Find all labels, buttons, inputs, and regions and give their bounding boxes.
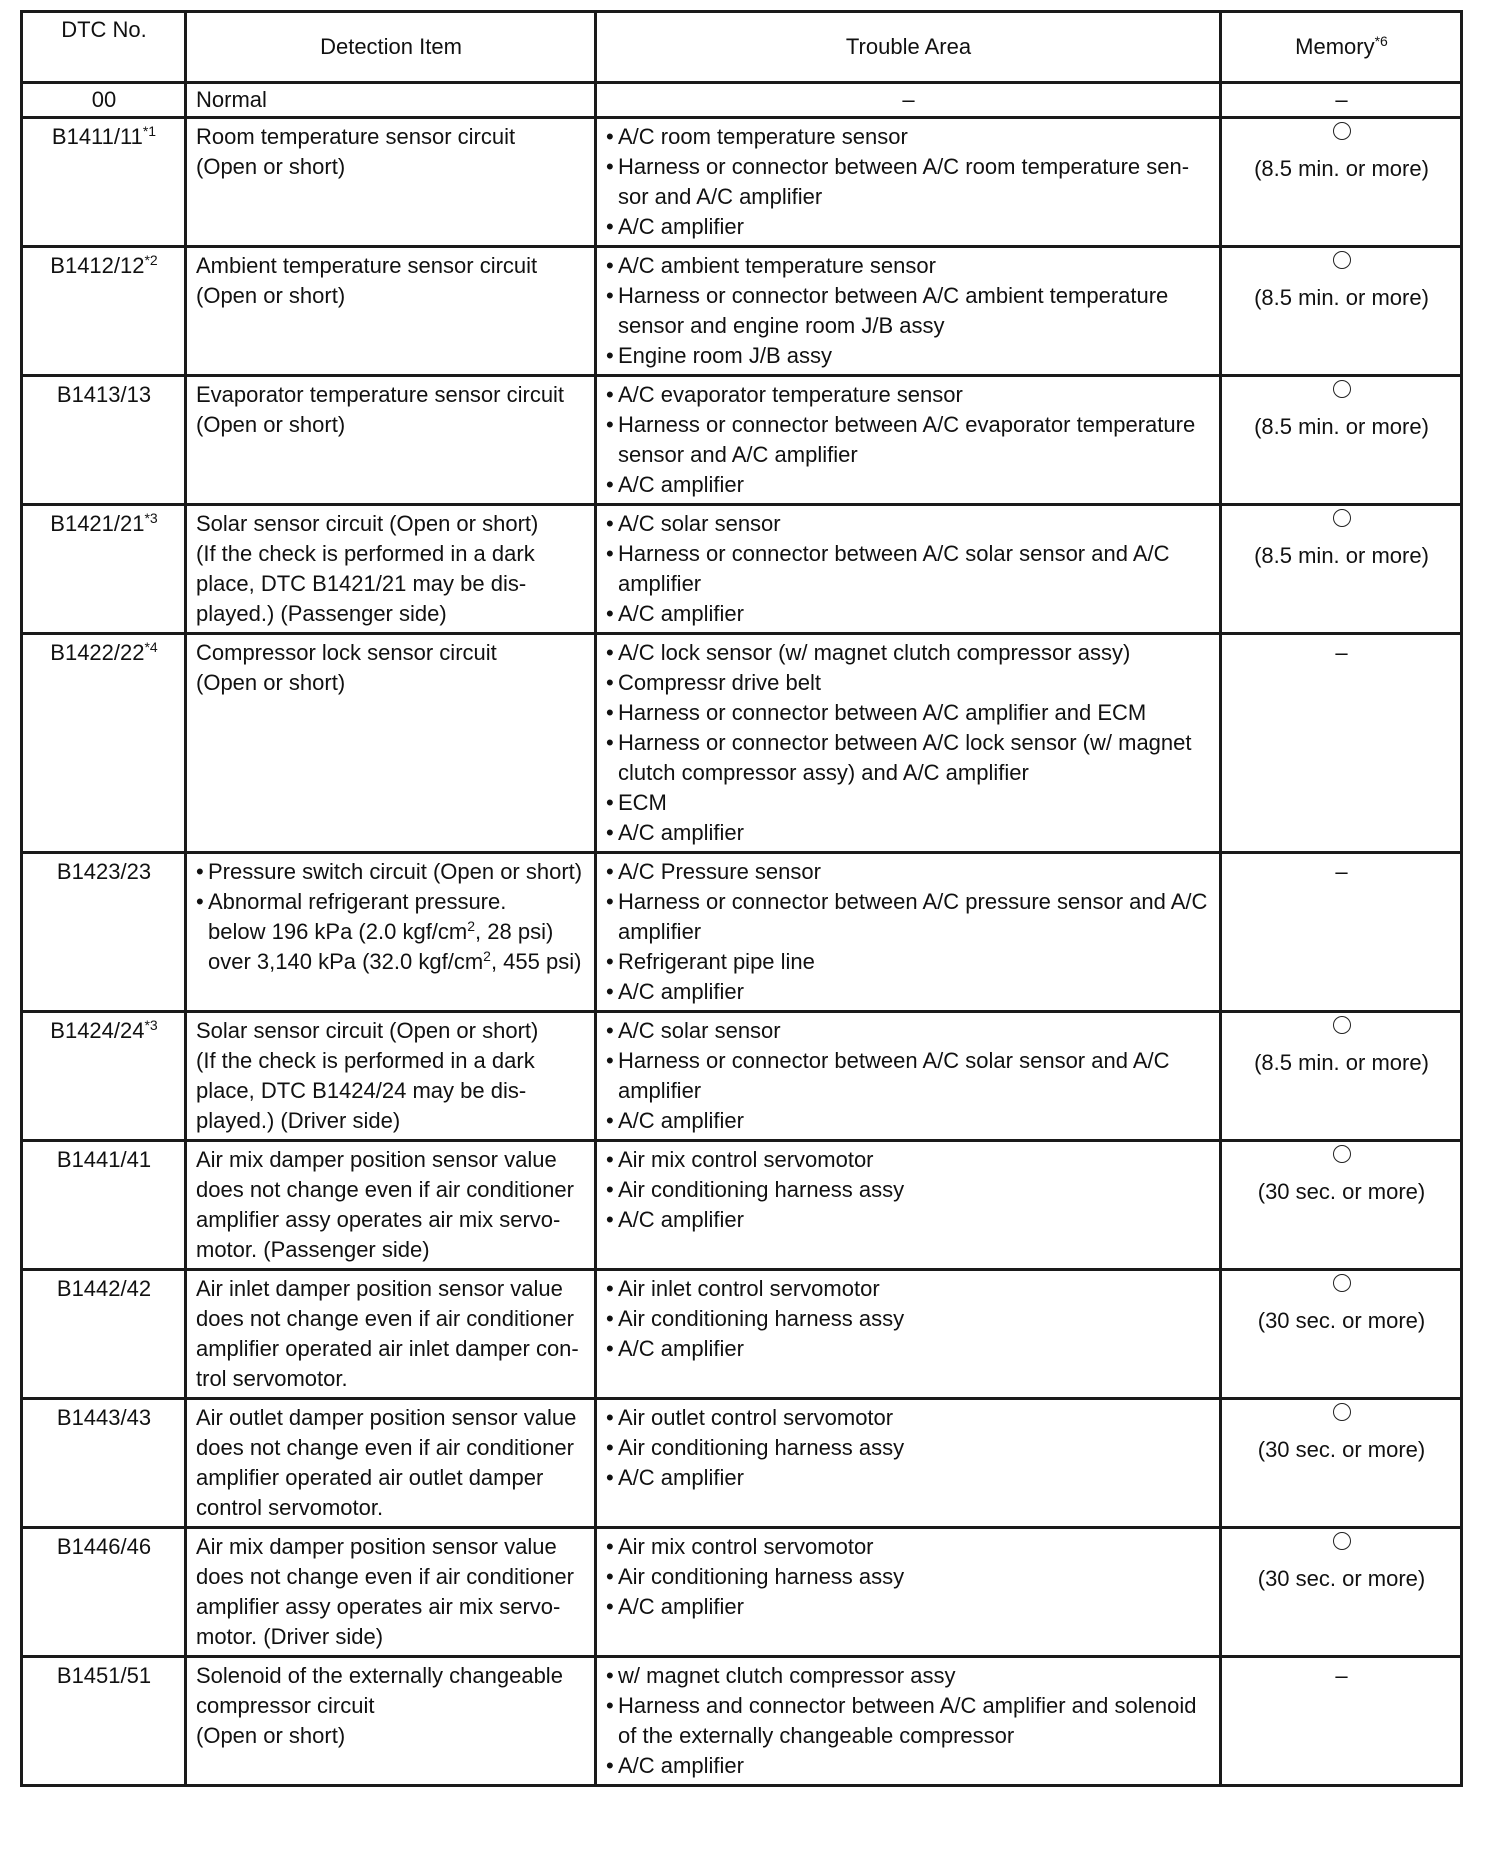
detection-text: Solenoid of the externally changeable compressor circuit xyxy=(196,1663,563,1718)
detection-text: (Open or short) xyxy=(196,283,346,308)
dtc-number: B1424/24 xyxy=(50,1018,145,1043)
pressure-threshold xyxy=(196,917,586,947)
trouble-area-list xyxy=(606,1532,1211,1622)
pressure-text: below 196 kPa (2.0 kgf/cm xyxy=(208,919,468,944)
memory-circle-icon xyxy=(1333,509,1351,527)
dtc-number: B1441/41 xyxy=(56,1147,152,1172)
memory-text: – xyxy=(1335,87,1348,112)
header-detection-item: Detection Item xyxy=(186,12,596,83)
detection-item-cell xyxy=(186,247,596,376)
detection-item-cell xyxy=(186,1528,596,1657)
detection-text: (Open or short) xyxy=(196,1723,346,1748)
memory-circle-icon xyxy=(1333,1145,1351,1163)
pressure-text: over 3,140 kPa (32.0 kgf/cm xyxy=(208,949,484,974)
trouble-area-item: • A/C solar sensor xyxy=(606,1016,1211,1046)
dtc-number-cell xyxy=(22,505,186,634)
detection-text: (If the check is performed in a dark place, DTC B1421/21 may be dis- played.) (Passenger side) xyxy=(196,541,535,626)
dtc-number-cell xyxy=(22,83,186,118)
dtc-footnote: *1 xyxy=(142,123,157,139)
trouble-area-cell xyxy=(596,1399,1221,1528)
dtc-number: B1422/22 xyxy=(50,640,145,665)
trouble-area-list xyxy=(606,1403,1211,1493)
trouble-area-item: • Harness or connector between A/C amplifier and ECM xyxy=(606,698,1211,728)
table-row xyxy=(22,247,1462,376)
table-row xyxy=(22,1270,1462,1399)
memory-text: (30 sec. or more) xyxy=(1257,1437,1426,1462)
detection-text: Solar sensor circuit (Open or short) xyxy=(196,1018,539,1043)
dtc-number-cell xyxy=(22,118,186,247)
trouble-area-cell xyxy=(596,1528,1221,1657)
trouble-area-item: • Air conditioning harness assy xyxy=(606,1175,1211,1205)
trouble-area-item: • A/C amplifier xyxy=(606,977,1211,1007)
detection-text: Ambient temperature sensor circuit xyxy=(196,253,538,278)
pressure-unit-exponent: 2 xyxy=(467,918,476,934)
memory-circle-icon xyxy=(1333,1274,1351,1292)
memory-text: (8.5 min. or more) xyxy=(1254,543,1429,568)
memory-text: (30 sec. or more) xyxy=(1257,1179,1426,1204)
dtc-number: B1451/51 xyxy=(56,1663,152,1688)
trouble-area-item: • w/ magnet clutch compressor assy xyxy=(606,1661,1211,1691)
detection-text: Evaporator temperature sensor circuit xyxy=(196,382,565,407)
trouble-area-list xyxy=(606,509,1211,629)
dtc-number-cell xyxy=(22,1012,186,1141)
trouble-area-item: • Harness and connector between A/C amplifier and solenoid of the externally changeable compressor xyxy=(606,1691,1211,1751)
detection-text: Air outlet damper position sensor value does not change even if air conditioner amplifier operated air outlet damper control servomotor. xyxy=(196,1405,577,1520)
pressure-unit-exponent: 2 xyxy=(483,948,491,964)
header-trouble-area: Trouble Area xyxy=(596,12,1221,83)
memory-text: (8.5 min. or more) xyxy=(1254,1050,1429,1075)
detection-text: (Open or short) xyxy=(196,670,346,695)
memory-text: (8.5 min. or more) xyxy=(1254,285,1429,310)
trouble-area-item: • Harness or connector between A/C room temperature sen- sor and A/C amplifier xyxy=(606,152,1211,212)
memory-text: – xyxy=(1335,1663,1348,1688)
memory-text: (30 sec. or more) xyxy=(1257,1566,1426,1591)
detection-text: Room temperature sensor circuit xyxy=(196,124,516,149)
trouble-area-item: • A/C amplifier xyxy=(606,1463,1211,1493)
memory-circle-icon xyxy=(1333,122,1351,140)
memory-cell xyxy=(1221,1399,1462,1528)
trouble-area-item: • Air conditioning harness assy xyxy=(606,1304,1211,1334)
trouble-area-item: • A/C amplifier xyxy=(606,212,1211,242)
trouble-area-list xyxy=(606,857,1211,1007)
detection-text: Normal xyxy=(196,87,267,112)
trouble-area-cell xyxy=(596,247,1221,376)
header-memory xyxy=(1221,12,1462,83)
dtc-number: B1423/23 xyxy=(56,859,152,884)
trouble-area-list xyxy=(606,638,1211,848)
trouble-area-item: • Harness or connector between A/C lock sensor (w/ magnet clutch compressor assy) and A/C amplifier xyxy=(606,728,1211,788)
dtc-number: B1412/12 xyxy=(50,253,145,278)
dtc-number-cell xyxy=(22,1270,186,1399)
dtc-number: B1413/13 xyxy=(56,382,152,407)
trouble-area-item: • Engine room J/B assy xyxy=(606,341,1211,371)
trouble-area-item: • A/C amplifier xyxy=(606,1106,1211,1136)
memory-cell xyxy=(1221,505,1462,634)
trouble-area-cell xyxy=(596,376,1221,505)
memory-cell xyxy=(1221,1270,1462,1399)
memory-circle-icon xyxy=(1333,1403,1351,1421)
trouble-area-cell xyxy=(596,634,1221,853)
memory-circle-icon xyxy=(1333,1016,1351,1034)
trouble-area-item: • Harness or connector between A/C evaporator temperature sensor and A/C amplifier xyxy=(606,410,1211,470)
memory-cell xyxy=(1221,1657,1462,1786)
dtc-footnote: *4 xyxy=(144,639,158,655)
table-row xyxy=(22,1012,1462,1141)
dtc-number-cell xyxy=(22,1399,186,1528)
detection-text: (If the check is performed in a dark place, DTC B1424/24 may be dis- played.) (Driver side) xyxy=(196,1048,535,1133)
trouble-area-item: • A/C room temperature sensor xyxy=(606,122,1211,152)
dtc-number: 00 xyxy=(91,87,117,112)
trouble-area-item: • Refrigerant pipe line xyxy=(606,947,1211,977)
detection-item-cell xyxy=(186,83,596,118)
trouble-area-item: • A/C amplifier xyxy=(606,1751,1211,1781)
trouble-area-cell xyxy=(596,83,1221,118)
memory-text: (8.5 min. or more) xyxy=(1254,156,1429,181)
dtc-footnote: *3 xyxy=(144,1017,158,1033)
memory-text: (30 sec. or more) xyxy=(1257,1308,1426,1333)
memory-circle-icon xyxy=(1333,1532,1351,1550)
memory-text: – xyxy=(1335,640,1348,665)
detection-item-cell xyxy=(186,505,596,634)
dtc-table xyxy=(20,10,1463,1787)
dtc-footnote: *3 xyxy=(144,510,158,526)
trouble-area-item: • Air mix control servomotor xyxy=(606,1145,1211,1175)
table-row xyxy=(22,853,1462,1012)
table-row xyxy=(22,1528,1462,1657)
trouble-area-cell xyxy=(596,118,1221,247)
trouble-area-item: • A/C solar sensor xyxy=(606,509,1211,539)
trouble-area-item: • A/C lock sensor (w/ magnet clutch compressor assy) xyxy=(606,638,1211,668)
detection-item-cell xyxy=(186,853,596,1012)
trouble-area-item: • A/C amplifier xyxy=(606,818,1211,848)
dtc-number: B1442/42 xyxy=(56,1276,152,1301)
detection-text: Air mix damper position sensor value does not change even if air conditioner amplifier assy operates air mix servo- motor. (Passenger side) xyxy=(196,1147,574,1262)
detection-text: Compressor lock sensor circuit xyxy=(196,640,497,665)
dtc-number: B1411/11 xyxy=(51,124,143,149)
trouble-area-item: • A/C amplifier xyxy=(606,599,1211,629)
trouble-area-item: • ECM xyxy=(606,788,1211,818)
dtc-number: B1446/46 xyxy=(56,1534,152,1559)
memory-cell xyxy=(1221,376,1462,505)
trouble-area-list xyxy=(606,1274,1211,1364)
table-row xyxy=(22,1399,1462,1528)
trouble-area-item: • A/C Pressure sensor xyxy=(606,857,1211,887)
trouble-area-cell xyxy=(596,1012,1221,1141)
pressure-text: , 28 psi) xyxy=(475,919,554,944)
memory-cell xyxy=(1221,83,1462,118)
trouble-area-list xyxy=(606,380,1211,500)
dtc-number-cell xyxy=(22,853,186,1012)
table-row xyxy=(22,118,1462,247)
memory-cell xyxy=(1221,634,1462,853)
trouble-area-list xyxy=(606,122,1211,242)
trouble-area-item: • Air inlet control servomotor xyxy=(606,1274,1211,1304)
detection-item-cell xyxy=(186,118,596,247)
trouble-area-item: • A/C evaporator temperature sensor xyxy=(606,380,1211,410)
dtc-number-cell xyxy=(22,634,186,853)
trouble-area-list xyxy=(606,1145,1211,1235)
trouble-area-item: • Harness or connector between A/C solar sensor and A/C amplifier xyxy=(606,1046,1211,1106)
detection-text: Air inlet damper position sensor value does not change even if air conditioner amplifier operated air inlet damper con- trol servomotor. xyxy=(196,1276,579,1391)
detection-bullet: • Abnormal refrigerant pressure. xyxy=(196,887,586,917)
dtc-number-cell xyxy=(22,1657,186,1786)
trouble-area-cell xyxy=(596,1141,1221,1270)
table-row xyxy=(22,634,1462,853)
trouble-area-cell xyxy=(596,1657,1221,1786)
memory-circle-icon xyxy=(1333,380,1351,398)
trouble-area-item: • Air outlet control servomotor xyxy=(606,1403,1211,1433)
detection-text: Air mix damper position sensor value does not change even if air conditioner amplifier assy operates air mix servo- motor. (Driver side) xyxy=(196,1534,574,1649)
detection-item-cell xyxy=(186,634,596,853)
trouble-area-item: • Air conditioning harness assy xyxy=(606,1433,1211,1463)
table-row xyxy=(22,1141,1462,1270)
detection-text: (Open or short) xyxy=(196,412,346,437)
trouble-area-list xyxy=(606,1016,1211,1136)
trouble-area-item: • Harness or connector between A/C pressure sensor and A/C amplifier xyxy=(606,887,1211,947)
memory-cell xyxy=(1221,1141,1462,1270)
trouble-area-item: • Air conditioning harness assy xyxy=(606,1562,1211,1592)
memory-cell xyxy=(1221,1012,1462,1141)
dtc-number: B1443/43 xyxy=(56,1405,152,1430)
trouble-area-cell xyxy=(596,1270,1221,1399)
header-memory-label: Memory xyxy=(1295,34,1375,59)
trouble-area-item: • A/C amplifier xyxy=(606,1334,1211,1364)
detection-bullet: • Pressure switch circuit (Open or short) xyxy=(196,857,586,887)
table-row xyxy=(22,505,1462,634)
detection-text: (Open or short) xyxy=(196,154,346,179)
detection-item-cell xyxy=(186,1141,596,1270)
trouble-area-item: • Harness or connector between A/C ambient temperature sensor and engine room J/B assy xyxy=(606,281,1211,341)
dtc-footnote: *2 xyxy=(144,252,158,268)
trouble-area-item: • A/C amplifier xyxy=(606,1205,1211,1235)
detection-text: Solar sensor circuit (Open or short) xyxy=(196,511,539,536)
header-dtc-no: DTC No. xyxy=(22,12,186,83)
trouble-area-item: • A/C amplifier xyxy=(606,470,1211,500)
detection-bullet-list xyxy=(196,857,586,917)
trouble-area-item: • Air mix control servomotor xyxy=(606,1532,1211,1562)
memory-circle-icon xyxy=(1333,251,1351,269)
dtc-number-cell xyxy=(22,247,186,376)
header-memory-note: *6 xyxy=(1374,33,1388,49)
trouble-area-item: • A/C amplifier xyxy=(606,1592,1211,1622)
trouble-area-list xyxy=(606,251,1211,371)
pressure-threshold xyxy=(196,947,586,977)
trouble-area-cell xyxy=(596,505,1221,634)
table-row xyxy=(22,376,1462,505)
table-row xyxy=(22,1657,1462,1786)
trouble-area-list xyxy=(606,1661,1211,1781)
memory-cell xyxy=(1221,853,1462,1012)
table-header-row xyxy=(22,12,1462,83)
detection-item-cell xyxy=(186,1270,596,1399)
memory-cell xyxy=(1221,118,1462,247)
dtc-number-cell xyxy=(22,1528,186,1657)
table-row xyxy=(22,83,1462,118)
memory-text: – xyxy=(1335,859,1348,884)
detection-item-cell xyxy=(186,1657,596,1786)
trouble-area-item: • Harness or connector between A/C solar sensor and A/C amplifier xyxy=(606,539,1211,599)
detection-item-cell xyxy=(186,1012,596,1141)
dtc-number: B1421/21 xyxy=(50,511,145,536)
trouble-area-item: • A/C ambient temperature sensor xyxy=(606,251,1211,281)
trouble-area-dash: – xyxy=(902,87,915,112)
dtc-table-body xyxy=(22,83,1462,1786)
dtc-number-cell xyxy=(22,1141,186,1270)
detection-item-cell xyxy=(186,1399,596,1528)
detection-item-cell xyxy=(186,376,596,505)
memory-cell xyxy=(1221,247,1462,376)
trouble-area-item: • Compressr drive belt xyxy=(606,668,1211,698)
dtc-table-page xyxy=(20,10,1460,1787)
memory-cell xyxy=(1221,1528,1462,1657)
trouble-area-cell xyxy=(596,853,1221,1012)
pressure-text: , 455 psi) xyxy=(490,949,582,974)
memory-text: (8.5 min. or more) xyxy=(1254,414,1429,439)
dtc-number-cell xyxy=(22,376,186,505)
